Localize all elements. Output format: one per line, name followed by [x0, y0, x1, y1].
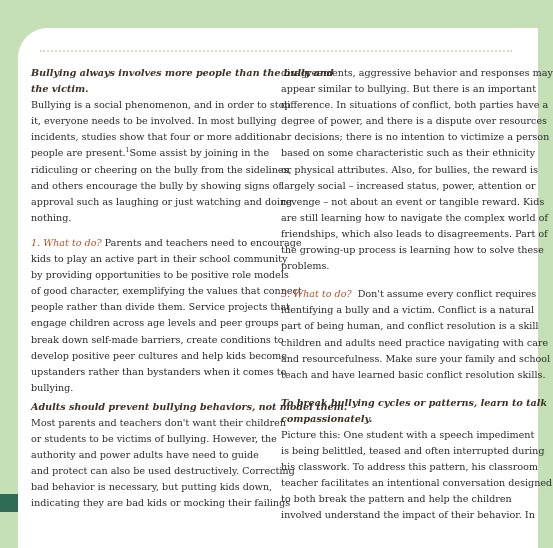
what-to-do-label: 3. What to do?	[281, 289, 352, 301]
body-line: authority and power adults have need to guide	[31, 450, 259, 462]
body-text: Parents and teachers need to encourage	[101, 237, 302, 249]
body-line: break down self-made barriers, create conditions to	[31, 334, 284, 346]
body-line: teach and have learned basic conflict resolution skills.	[281, 369, 546, 381]
dotted-divider	[40, 50, 512, 52]
section-heading: To break bullying cycles or patterns, learn to talk	[281, 397, 548, 409]
body-line: indicating they are bad kids or mocking their failings	[31, 498, 291, 510]
section-heading: Bullying always involves more people than the bully and	[31, 68, 334, 79]
body-line: Bullying is a social phenomenon, and in order to stop	[31, 100, 291, 112]
body-line: or physical attributes. Also, for bullies, the reward is	[281, 164, 539, 176]
body-line: and protect can also be used destructively. Correcting	[31, 466, 295, 478]
body-line: revenge – not about an event or tangible reward. Kids	[281, 196, 545, 208]
what-to-do-label: 1. What to do?	[31, 237, 102, 249]
corner-accent	[0, 494, 18, 512]
body-line: friendships, which also leads to disagreements. Part of	[281, 228, 548, 240]
body-line: upstanders rather than bystanders when it comes to	[31, 366, 287, 378]
body-line: degree of power, and there is a dispute over resources	[281, 116, 547, 128]
body-line: children and adults need practice navigating with care	[281, 337, 549, 349]
body-line: to both break the pattern and help the children	[281, 494, 512, 506]
right-column	[281, 66, 553, 525]
body-line: Picture this: One student with a speech impediment	[281, 429, 535, 441]
body-line: engage children across age levels and peer groups	[31, 318, 279, 330]
body-line: and resourcefulness. Make sure your family and school	[281, 353, 551, 365]
body-line: appear similar to bullying. But there is an important	[281, 84, 537, 96]
body-line: approval such as laughing or just watching and doing	[31, 196, 293, 208]
body-text: people are present.	[31, 148, 126, 160]
body-line: part of being human, and conflict resolution is a skill	[281, 321, 539, 333]
body-line: based on some characteristic such as their ethnicity	[281, 148, 536, 160]
body-line: is being belittled, teased and often interrupted during	[281, 446, 545, 458]
body-text: Some assist by joining in the	[129, 148, 270, 160]
body-line: develop positive peer cultures and help kids become	[31, 350, 287, 362]
body-line: largely social – increased status, power, attention or	[281, 180, 536, 192]
body-line: disagreements, aggressive behavior and responses may	[281, 68, 553, 79]
body-line: it, everyone needs to be involved. In most bullying	[31, 116, 277, 128]
body-line	[31, 236, 302, 252]
body-line: ridiculing or cheering on the bully from the sidelines,	[31, 164, 292, 176]
body-line	[31, 146, 271, 162]
body-line: people rather than divide them. Service projects that	[31, 302, 291, 314]
body-line: incidents, studies show that four or more additional	[31, 132, 284, 144]
body-line: his classwork. To address this pattern, his classroom	[281, 462, 539, 474]
body-line: Most parents and teachers don't want their children	[31, 417, 287, 429]
body-line: kids to play an active part in their school community	[31, 254, 288, 266]
body-line	[281, 287, 537, 303]
body-line: of good character, exemplifying the values that connect	[31, 286, 302, 298]
body-line: bad behavior is necessary, but putting kids down,	[31, 482, 273, 494]
body-line: nothing.	[31, 212, 72, 224]
footnote-marker: 1	[125, 147, 130, 155]
body-text: Don't assume every conflict requires	[351, 289, 537, 301]
body-line: teacher facilitates an intentional conversation designed	[281, 478, 553, 490]
body-line: are still learning how to navigate the complex world of	[281, 212, 548, 224]
body-line: involved understand the impact of their behavior. In	[281, 510, 535, 522]
body-line: by providing opportunities to be positive role models	[31, 270, 289, 282]
body-line: or students to be victims of bullying. However, the	[31, 434, 277, 446]
section-heading: compassionately.	[281, 413, 373, 425]
body-line: the growing-up process is learning how to solve these	[281, 245, 544, 257]
body-line: difference. In situations of conflict, both parties have a	[281, 100, 549, 112]
section-heading: the victim.	[31, 84, 89, 96]
body-line: identifying a bully and a victim. Conflict is a natural	[281, 305, 535, 317]
body-line: and others encourage the bully by showing signs of	[31, 180, 282, 192]
body-line: problems.	[281, 261, 330, 273]
body-line: bullying.	[31, 382, 74, 394]
section-heading: Adults should prevent bullying behaviors, not model them.	[31, 401, 348, 413]
body-line: or decisions; there is no intention to victimize a person	[281, 132, 550, 144]
